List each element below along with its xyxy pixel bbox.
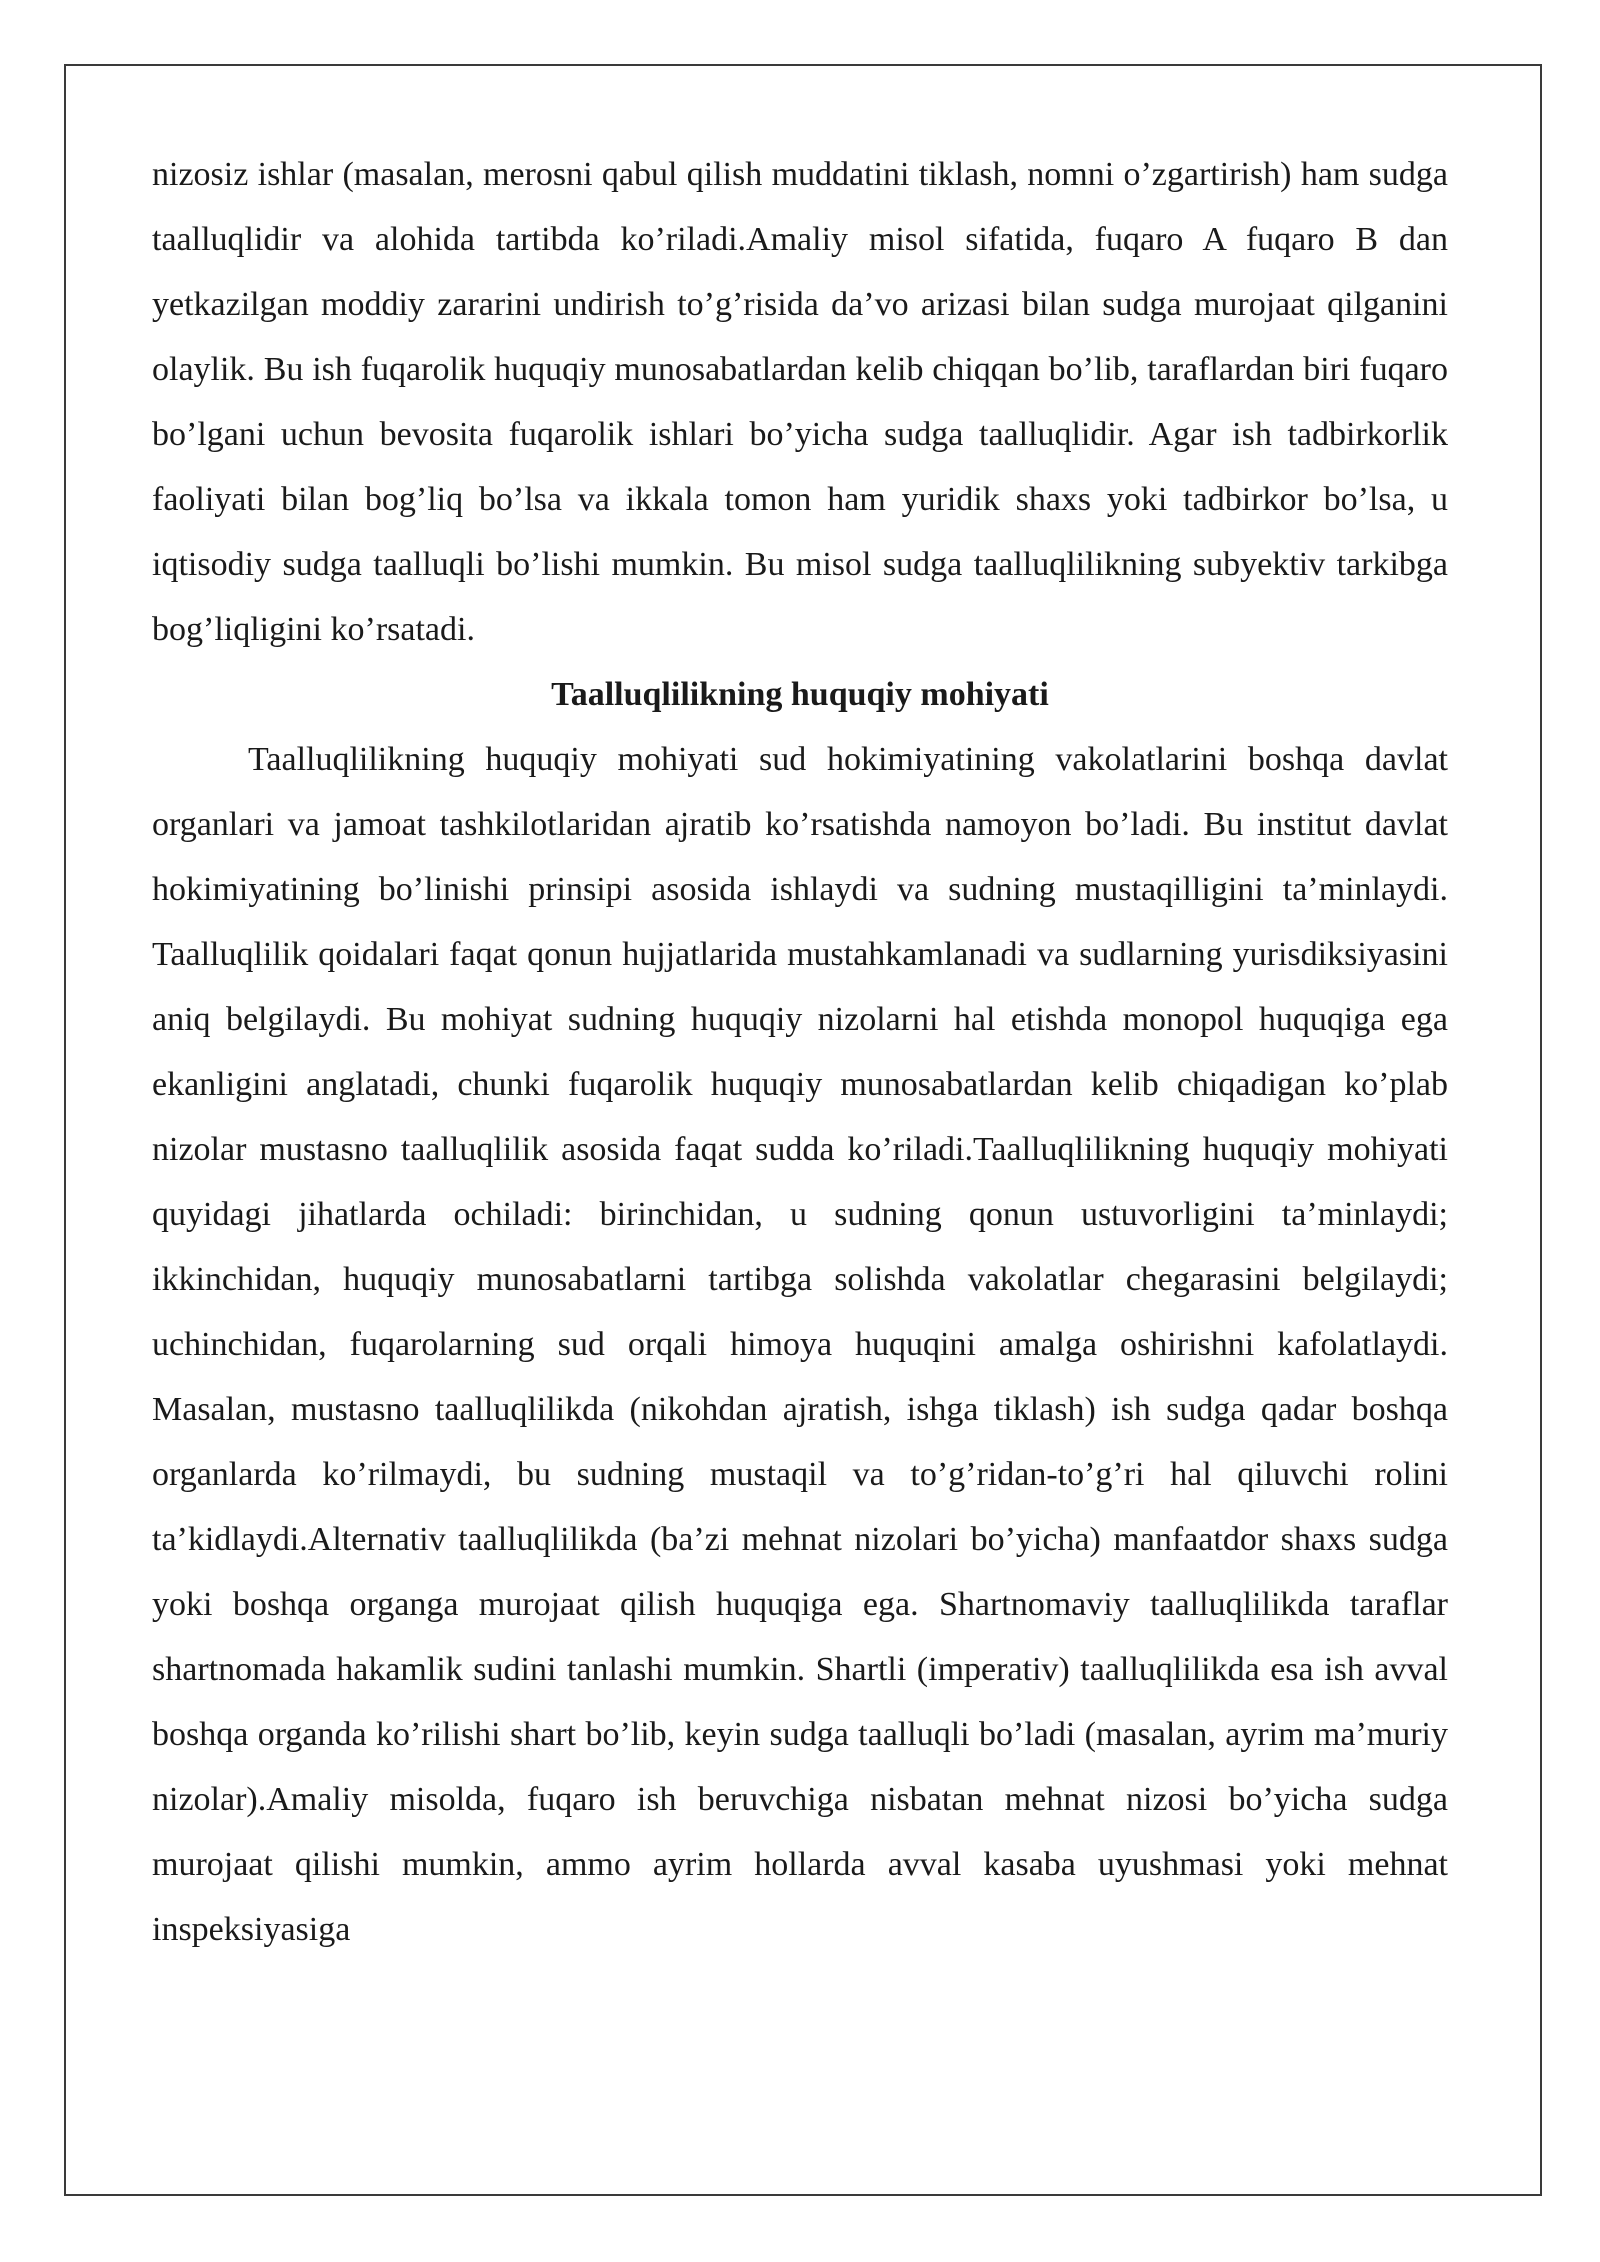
document-body — [152, 142, 1448, 1962]
body-paragraph: nizosiz ishlar (masalan, merosni qabul qilish muddatini tiklash, nomni o’zgartirish) ham sudga taalluqlidir va alohida tartibda ko’riladi.Amaliy misol sifatida, fuqaro A fuqaro B dan yetkazilgan moddiy zararini undirish to’g’risida da’vo arizasi bilan sudga murojaat qilganini olaylik. Bu ish fuqarolik huquqiy munosabatlardan kelib chiqqan bo’lib, taraflardan biri fuqaro bo’lgani uchun bevosita fuqarolik ishlari bo’yicha sudga taalluqlidir. Agar ish tadbirkorlik faoliyati bilan bog’liq bo’lsa va ikkala tomon ham yuridik shaxs yoki tadbirkor bo’lsa, u iqtisodiy sudga taalluqli bo’lishi mumkin. Bu misol sudga taalluqlilikning subyektiv tarkibga bog’liqligini ko’rsatadi. — [152, 156, 1448, 648]
body-paragraph: Taalluqlilikning huquqiy mohiyati sud hokimiyatining vakolatlarini boshqa davlat organlari va jamoat tashkilotlaridan ajratib ko’rsatishda namoyon bo’ladi. Bu institut davlat hokimiyatining bo’linishi prinsipi asosida ishlaydi va sudning mustaqilligini ta’minlaydi. Taalluqlilik qoidalari faqat qonun hujjatlarida mustahkamlanadi va sudlarning yurisdiksiyasini aniq belgilaydi. Bu mohiyat sudning huquqiy nizolarni hal etishda monopol huquqiga ega ekanligini anglatadi, chunki fuqarolik huquqiy munosabatlardan kelib chiqadigan ko’plab nizolar mustasno taalluqlilik asosida faqat sudda ko’riladi.Taalluqlilikning huquqiy mohiyati quyidagi jihatlarda ochiladi: birinchidan, u sudning qonun ustuvorligini ta’minlaydi; ikkinchidan, huquqiy munosabatlarni tartibga solishda vakolatlar chegarasini belgilaydi; uchinchidan, fuqarolarning sud orqali himoya huquqini amalga oshirishni kafolatlaydi. Masalan, mustasno taalluqlilikda (nikohdan ajratish, ishga tiklash) ish sudga qadar boshqa organlarda ko’rilmaydi, bu sudning mustaqil va to’g’ridan-to’g’ri hal qiluvchi rolini ta’kidlaydi.Alternativ taalluqlilikda (ba’zi mehnat nizolari bo’yicha) manfaatdor shaxs sudga yoki boshqa organga murojaat qilish huquqiga ega. Shartnomaviy taalluqlilikda taraflar shartnomada hakamlik sudini tanlashi mumkin. Shartli (imperativ) taalluqlilikda esa ish avval boshqa organda ko’rilishi shart bo’lib, keyin sudga taalluqli bo’ladi (masalan, ayrim ma’muriy nizolar).Amaliy misolda, fuqaro ish beruvchiga nisbatan mehnat nizosi bo’yicha sudga murojaat qilishi mumkin, ammo ayrim hollarda avval kasaba uyushmasi yoki mehnat inspeksiyasiga — [152, 741, 1448, 1948]
section-heading: Taalluqlilikning huquqiy mohiyati — [551, 676, 1049, 713]
